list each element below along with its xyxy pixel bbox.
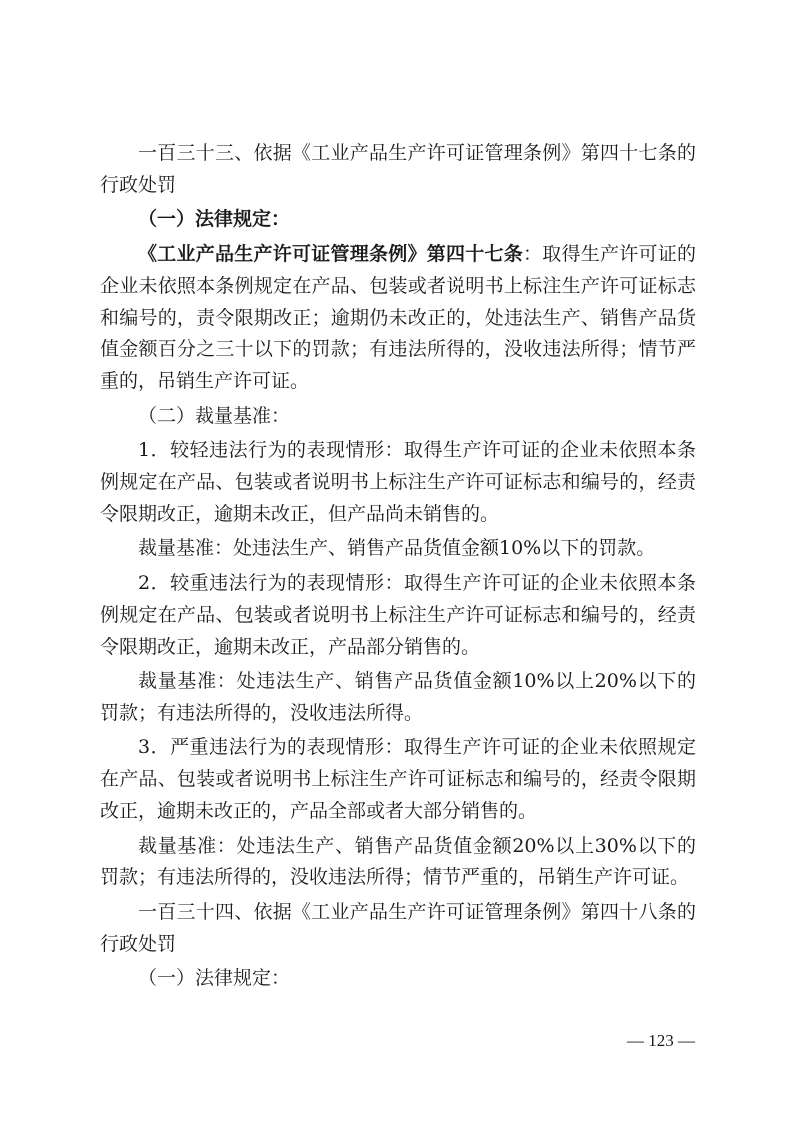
page-number: — 123 — — [627, 1031, 695, 1050]
document-body — [100, 138, 696, 995]
minor-violation-description: 1．较轻违法行为的表现情形：取得生产许可证的企业未依照本条例规定在产品、包装或者说明书上标注生产许可证标志和编号的，经责令限期改正，逾期未改正，但产品尚未销售的。 — [100, 439, 696, 525]
serious-violation-standard: 裁量基准：处违法生产、销售产品货值金额10%以上20%以下的罚款；有违法所得的，没收违法所得。 — [100, 670, 696, 724]
severe-violation-description: 3．严重违法行为的表现情形：取得生产许可证的企业未依照规定在产品、包装或者说明书上标注生产许可证标志和编号的，经责令限期改正，逾期未改正的，产品全部或者大部分销售的。 — [100, 736, 696, 823]
subheading-legal-provision-134: （一）法律规定： — [138, 967, 291, 990]
section-heading-133: 一百三十三、依据《工业产品生产许可证管理条例》第四十七条的行政处罚 — [100, 142, 696, 196]
subheading-discretion-standard: （二）裁量基准： — [138, 404, 291, 427]
article-text: ：取得生产许可证的企业未依照本条例规定在产品、包装或者说明书上标注生产许可证标志和编号的，责令限期改正；逾期仍未改正的，处违法生产、销售产品货值金额百分之三十以下的罚款；有违法所得的，没收违法所得；情节严重的，吊销生产许可证。 — [100, 242, 696, 393]
subheading-legal-provision: （一）法律规定： — [138, 208, 291, 231]
severe-violation-standard: 裁量基准：处违法生产、销售产品货值金额20%以上30%以下的罚款；有违法所得的，没收违法所得；情节严重的，吊销生产许可证。 — [100, 834, 696, 889]
serious-violation-description: 2．较重违法行为的表现情形：取得生产许可证的企业未依照本条例规定在产品、包装或者说明书上标注生产许可证标志和编号的，经责令限期改正，逾期未改正，产品部分销售的。 — [100, 571, 696, 658]
minor-violation-standard: 裁量基准：处违法生产、销售产品货值金额10%以下的罚款。 — [138, 537, 656, 560]
article-citation: 《工业产品生产许可证管理条例》第四十七条 — [138, 242, 523, 265]
legal-provision-article-47 — [100, 239, 696, 399]
section-heading-134: 一百三十四、依据《工业产品生产许可证管理条例》第四十八条的行政处罚 — [100, 900, 696, 955]
